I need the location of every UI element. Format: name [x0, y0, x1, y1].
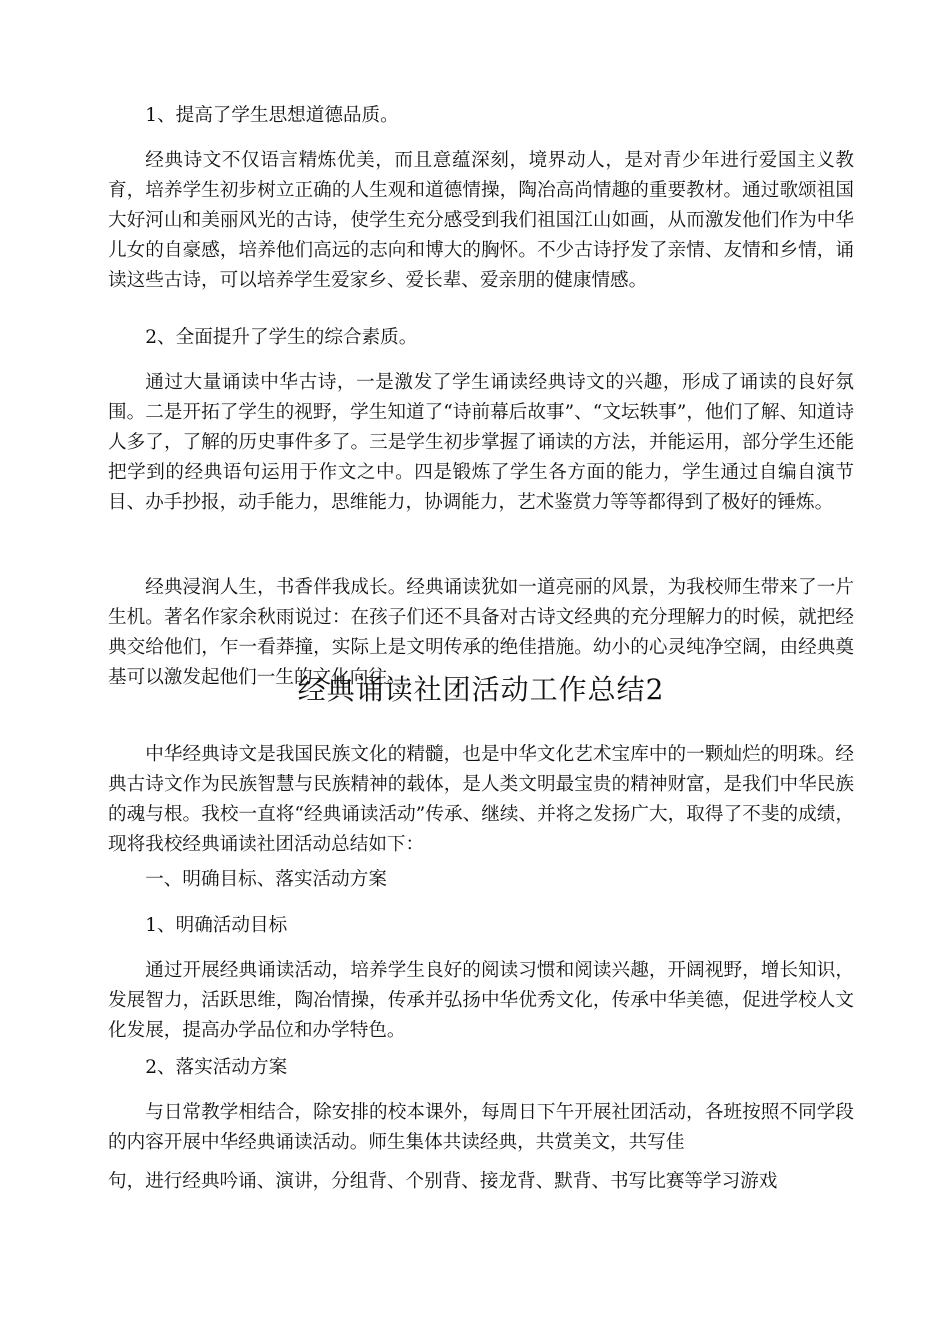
section-title: 经典诵读社团活动工作总结2: [297, 673, 665, 706]
paragraph-moral-quality-item: 1、提高了学生思想道德品质。: [145, 105, 399, 126]
paragraph-plan-continued: 句，进行经典吟诵、演讲，分组背、个别背、接龙背、默背、书写比赛等学习游戏: [108, 1171, 778, 1192]
paragraph-activity-goal-text: 通过开展经典诵读活动，培养学生良好的阅读习惯和阅读兴趣，开阔视野，增长知识，发展智力，活跃思维，陶冶情操，传承并弘扬中华优秀文化，传承中华美德，促进学校人文化发展，提高办学品位和办学特色。: [108, 960, 854, 1041]
paragraph-goal-heading: 一、明确目标、落实活动方案: [145, 869, 387, 890]
paragraph-classic-poetry-value: 经典诗文不仅语言精炼优美，而且意蕴深刻，境界动人，是对青少年进行爱国主义教育，培养学生初步树立正确的人生观和道德情操，陶冶高尚情趣的重要教材。通过歌颂祖国大好河山和美丽风光的古诗，使学生充分感受到我们祖国江山如画，从而激发他们作为中华儿女的自豪感，培养他们高远的志向和博大的胸怀。不少古诗抒发了亲情、友情和乡情，诵读这些古诗，可以培养学生爱家乡、爱长辈、爱亲朋的健康情感。: [108, 150, 854, 291]
paragraph-conclusion: 经典浸润人生，书香伴我成长。经典诵读犹如一道亮丽的风景，为我校师生带来了一片生机。著名作家余秋雨说过：在孩子们还不具备对古诗文经典的充分理解力的时候，就把经典交给他们，乍一看莽撞，实际上是文明传承的绝佳措施。幼小的心灵纯净空阔，由经典奠基可以激发起他们一生的文化向往。: [108, 577, 854, 688]
paragraph-activity-goal-item: 1、明确活动目标: [145, 915, 288, 936]
paragraph-overall-quality-item: 2、全面提升了学生的综合素质。: [145, 327, 418, 348]
paragraph-introduction: 中华经典诗文是我国民族文化的精髓，也是中华文化艺术宝库中的一颗灿烂的明珠。经典古诗文作为民族智慧与民族精神的载体，是人类文明最宝贵的精神财富，是我们中华民族的魂与根。我校一直将“经典诵读活动”传承、继续、并将之发扬广大，取得了不斐的成绩，现将我校经典诵读社团活动总结如下：: [108, 744, 854, 855]
paragraph-plan-text: 与日常教学相结合，除安排的校本课外，每周日下午开展社团活动，各班按照不同学段的内容开展中华经典诵读活动。师生集体共读经典，共赏美文，共写佳: [108, 1102, 854, 1153]
paragraph-plan-item: 2、落实活动方案: [145, 1057, 288, 1078]
paragraph-reading-benefits: 通过大量诵读中华古诗，一是激发了学生诵读经典诗文的兴趣，形成了诵读的良好氛围。二是开拓了学生的视野，学生知道了“诗前幕后故事”、“文坛轶事”，他们了解、知道诗人多了，了解的历史事件多了。三是学生初步掌握了诵读的方法，并能运用，部分学生还能把学到的经典语句运用于作文之中。四是锻炼了学生各方面的能力，学生通过自编自演节目、办手抄报，动手能力，思维能力，协调能力，艺术鉴赏力等等都得到了极好的锤炼。: [108, 372, 854, 513]
